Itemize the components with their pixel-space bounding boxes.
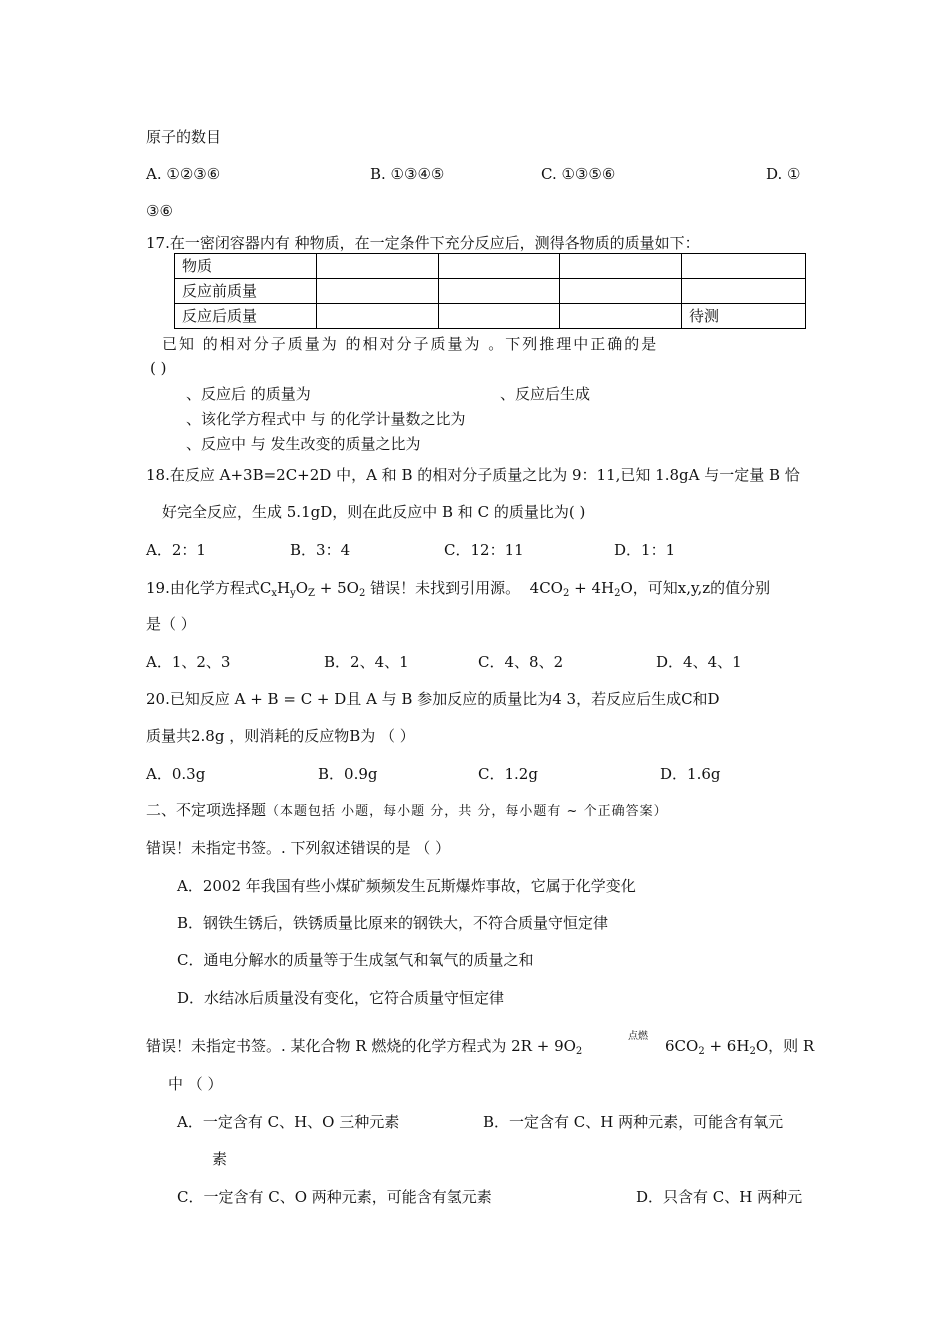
q22-stem-line2: 中 （ ） [168, 1075, 223, 1093]
q20-stem-line1: 20.已知反应 A + B = C + D且 A 与 B 参加反应的质量比为4 3，若反应后生成C和D [146, 690, 720, 708]
table-cell [317, 254, 439, 279]
q22-stem-a: 错误！未指定书签。. 某化合物 R 燃烧的化学方程式为 2R + 9O [146, 1037, 576, 1055]
q17-answer-paren: ( ) [150, 359, 167, 377]
section-title: 二、不定项选择题 [146, 801, 267, 819]
q20-option-a: A．0.3g [146, 765, 206, 783]
q21-option-a: A．2002 年我国有些小煤矿频频发生瓦斯爆炸事故，它属于化学变化 [177, 877, 636, 895]
table-row [175, 254, 806, 279]
q19-sub-y: y [290, 588, 296, 599]
q17-option-b: 、反应后生成 [500, 385, 591, 403]
table-cell [317, 304, 439, 329]
table-cell: 反应后质量 [175, 304, 317, 329]
table-cell [439, 279, 560, 304]
table-row [175, 304, 806, 329]
table-cell: 物质 [175, 254, 317, 279]
q19-h: H [276, 579, 291, 597]
q22-option-a: A．一定含有 C、H、O 三种元素 [177, 1113, 400, 1131]
q22-stem-b-sub: 2 [698, 1046, 705, 1057]
table-cell: 反应前质量 [175, 279, 317, 304]
q17-table [174, 253, 806, 329]
q19-prod2-sub: 2 [614, 588, 621, 599]
table-cell [560, 254, 682, 279]
q18-option-a: A．2：1 [146, 541, 206, 559]
q17-info: 已知 的相对分子质量为 的相对分子质量为 。下列推理中正确的是 [162, 335, 659, 353]
q22-option-d: D．只含有 C、H 两种元 [636, 1188, 803, 1206]
table-cell [682, 279, 806, 304]
q19-prod1: 4CO [529, 579, 563, 597]
q22-stem-d: O，则 R [755, 1037, 815, 1055]
table-row [175, 279, 806, 304]
q16-option-c: C. ①③⑤⑥ [541, 165, 616, 183]
q16-option-b: B. ①③④⑤ [370, 165, 445, 183]
q19-option-a: A．1、2、3 [146, 653, 231, 671]
table-cell [439, 254, 560, 279]
q18-stem-line2: 好完全反应，生成 5.1gD，则在此反应中 B 和 C 的质量比为( ) [162, 503, 586, 521]
q20-stem-line2: 质量共2.8g ，则消耗的反应物B为 （ ） [146, 727, 415, 745]
q20-option-c: C．1.2g [478, 765, 538, 783]
table-cell [560, 279, 682, 304]
q18-option-d: D．1：1 [614, 541, 676, 559]
q20-option-b: B．0.9g [318, 765, 378, 783]
q19-option-b: B．2、4、1 [324, 653, 409, 671]
q19-option-d: D．4、4、1 [656, 653, 742, 671]
q19-option-c: C．4、8、2 [478, 653, 564, 671]
q22-stem-c: + 6H [704, 1037, 750, 1055]
q22-stem-b: 6CO [665, 1037, 699, 1055]
q21-option-d: D．水结冰后质量没有变化，它符合质量守恒定律 [177, 989, 505, 1007]
q22-option-b-wrap: 素 [212, 1150, 228, 1168]
q17-option-d: 、反应中 与 发生改变的质量之比为 [186, 435, 421, 453]
q19-prod1-sub: 2 [562, 588, 570, 599]
q16-option-a: A. ①②③⑥ [146, 165, 221, 183]
q19-sub-2: 2 [358, 588, 366, 599]
q22-stem-sub: 2 [575, 1046, 583, 1057]
table-cell [439, 304, 560, 329]
q19-stem-line2: 是（ ） [146, 615, 196, 633]
q19-o: O [295, 579, 309, 597]
q21-option-c: C．通电分解水的质量等于生成氢气和氧气的质量之和 [177, 951, 534, 969]
table-cell [317, 279, 439, 304]
q18-option-c: C．12：11 [444, 541, 524, 559]
section-heading [146, 800, 668, 822]
q22-option-c: C．一定含有 C、O 两种元素，可能含有氢元素 [177, 1188, 492, 1206]
q19-tail: O，可知x,y,z的值分别 [620, 579, 771, 597]
q16-option-d: D. ① [766, 165, 801, 183]
table-cell [560, 304, 682, 329]
q19-stem-line1 [146, 578, 770, 598]
q20-option-d: D．1.6g [660, 765, 721, 783]
q18-stem-line1: 18.在反应 A+3B=2C+2D 中，A 和 B 的相对分子质量之比为 9：11,已知 1.8gA 与一定量 B 恰 [146, 466, 800, 484]
table-cell [682, 254, 806, 279]
q19-sub-x: x [271, 588, 277, 599]
q19-sub-z: Z [308, 588, 315, 599]
q16-option-d-wrap: ③⑥ [146, 202, 173, 220]
q19-error: 错误！未找到引用源。 [365, 579, 521, 597]
q19-plus: + 5O [315, 579, 359, 597]
q17-option-a: 、反应后 的质量为 [186, 385, 311, 403]
q16-tail: 原子的数目 [146, 128, 222, 146]
table-cell: 待测 [682, 304, 806, 329]
q21-option-b: B．钢铁生锈后，铁锈质量比原来的钢铁大，不符合质量守恒定律 [177, 914, 609, 932]
q22-reaction-condition: 点燃 [628, 1031, 648, 1042]
q17-option-c: 、该化学方程式中 与 的化学计量数之比为 [186, 410, 466, 428]
q22-stem-line1-a [146, 1036, 582, 1056]
q22-stem-c-sub: 2 [749, 1046, 756, 1057]
q17-stem: 17.在一密闭容器内有 种物质，在一定条件下充分反应后，测得各物质的质量如下： [146, 234, 700, 252]
q19-prod2: + 4H [569, 579, 615, 597]
section-note: （本题包括 小题，每小题 分，共 分，每小题有 ~ 个正确答案） [266, 804, 668, 819]
q22-stem-line1-b [665, 1036, 814, 1056]
q22-option-b: B．一定含有 C、H 两种元素，可能含有氧元 [483, 1113, 784, 1131]
q19-prefix: 19.由化学方程式C [146, 579, 272, 597]
q18-option-b: B．3：4 [290, 541, 351, 559]
q21-stem: 错误！未指定书签。. 下列叙述错误的是 （ ） [146, 839, 451, 857]
